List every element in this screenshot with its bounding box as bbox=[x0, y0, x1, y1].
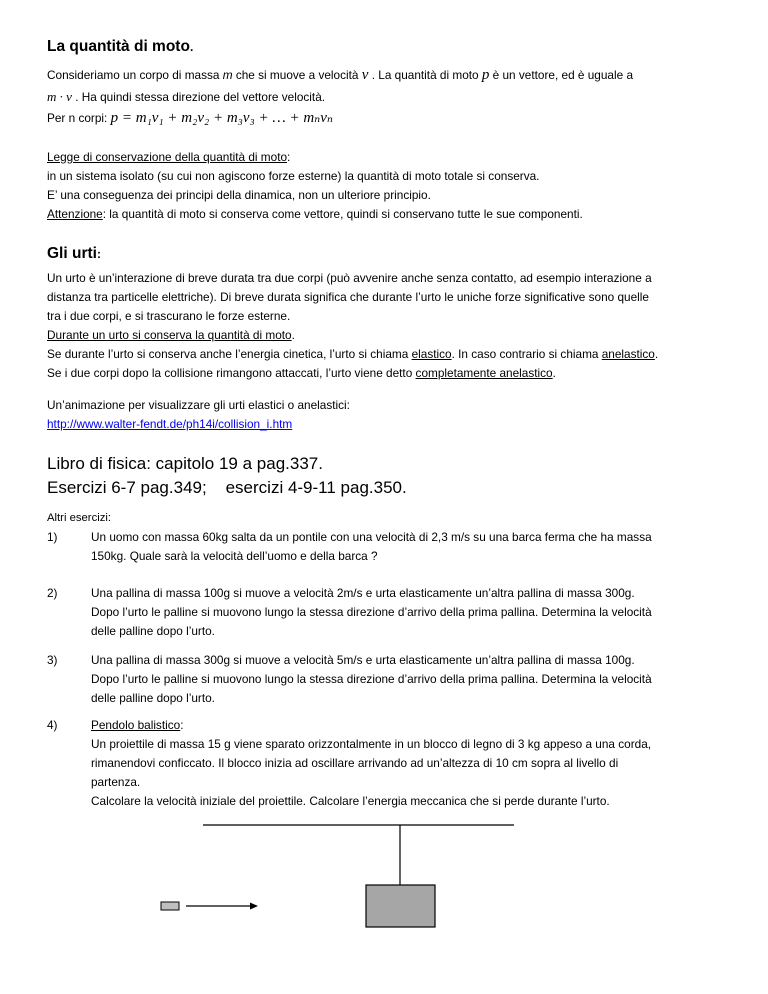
exercise-4-title: Pendolo balistico: bbox=[91, 718, 184, 732]
wooden-block bbox=[366, 885, 435, 927]
book-reference-line1: Libro di fisica: capitolo 19 a pag.337. bbox=[47, 454, 323, 473]
momentum-definition-line1: Consideriamo un corpo di massa m che si muove a velocità v . La quantità di moto p è un vettore, ed è uguale a bbox=[47, 67, 634, 83]
animation-text: Un’animazione per visualizzare gli urti elastici o anelastici: bbox=[47, 398, 350, 412]
collisions-line2: distanza tra particelle elettriche). Di breve durata significa che durante l’urto le uniche forze significative sono quelle bbox=[47, 290, 649, 304]
velocity-arrow-head bbox=[250, 903, 258, 910]
conservation-line1: in un sistema isolato (su cui non agiscono forze esterne) la quantità di moto totale si conserva. bbox=[47, 169, 540, 183]
collisions-line3: tra i due corpi, e si trascurano le forze esterne. bbox=[47, 309, 291, 323]
momentum-definition-line2: m · v . Ha quindi stessa direzione del vettore velocità. bbox=[47, 89, 326, 104]
momentum-n-bodies: Per n corpi: p = m₁v₁ + m₂v₂ + m₃v₃ + … + mₙvₙ bbox=[47, 110, 333, 126]
exercises-heading: Altri esercizi: bbox=[47, 512, 112, 524]
conservation-line2: E’ una conseguenza dei principi della dinamica, non un ulteriore principio. bbox=[47, 188, 431, 202]
collisions-line4: Durante un urto si conserva la quantità di moto. bbox=[47, 328, 295, 342]
book-reference-line2: Esercizi 6-7 pag.349; esercizi 4-9-11 pag.350. bbox=[47, 478, 407, 497]
collisions-line5: Se durante l’urto si conserva anche l’energia cinetica, l’urto si chiama elastico. In caso contrario si chiama anelastico. bbox=[47, 347, 659, 361]
animation-link[interactable]: http://www.walter-fendt.de/ph14i/collision_i.htm bbox=[47, 417, 293, 431]
conservation-attention: Attenzione: la quantità di moto si conserva come vettore, quindi si conservano tutte le sue componenti. bbox=[47, 207, 583, 221]
conservation-heading: Legge di conservazione della quantità di moto: bbox=[47, 150, 291, 164]
collisions-line1: Un urto è un’interazione di breve durata tra due corpi (può avvenire anche senza contatto, ad esempio interazione a bbox=[47, 271, 652, 285]
collisions-line6: Se i due corpi dopo la collisione rimangono attaccati, l’urto viene detto completamente anelastico. bbox=[47, 366, 556, 380]
section-title-momentum: La quantità di moto. bbox=[47, 38, 194, 55]
projectile bbox=[161, 902, 179, 910]
section-title-collisions: Gli urti: bbox=[47, 245, 101, 262]
